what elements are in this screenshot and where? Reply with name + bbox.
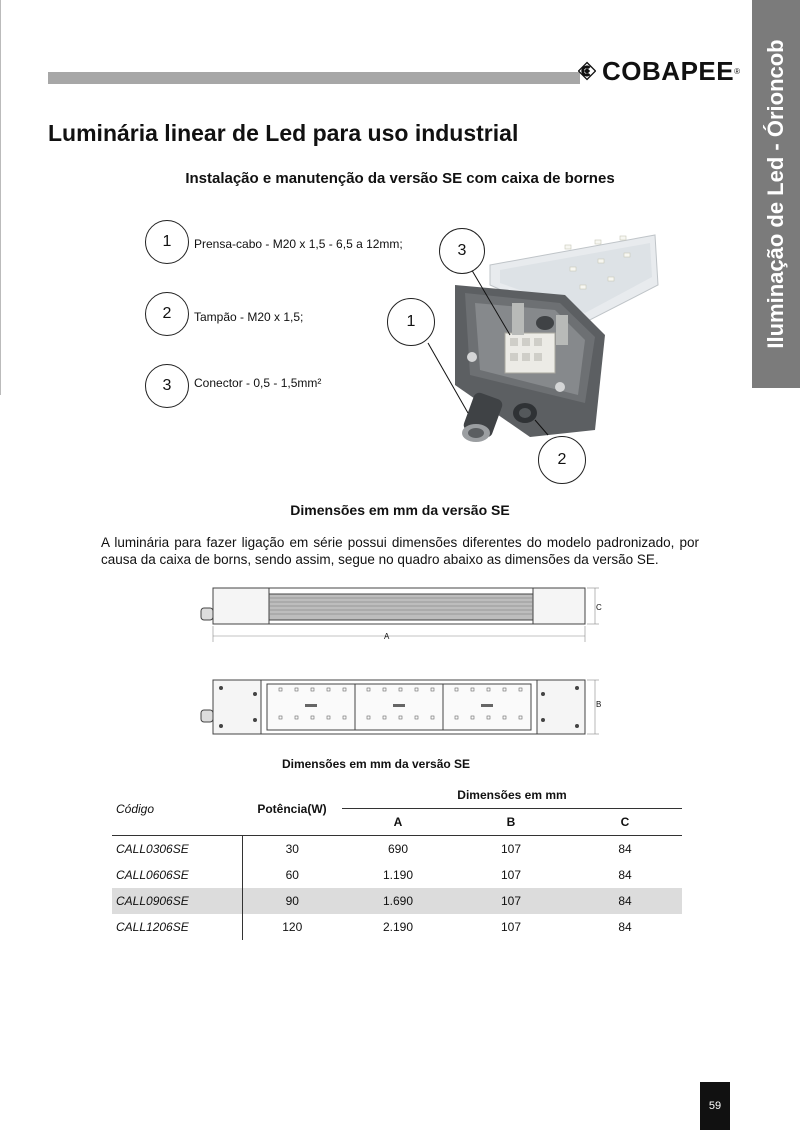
cell-c: 84 (618, 868, 632, 882)
cell-c: 84 (618, 842, 632, 856)
cell-b: 107 (500, 842, 522, 856)
side-tab-label: Iluminação de Led - Órioncob (763, 39, 788, 349)
table-row (112, 914, 682, 940)
dimension-label-b: B (596, 700, 602, 709)
cell-b: 107 (454, 888, 568, 914)
legend-number-3: 3 (145, 364, 189, 408)
table-row (112, 836, 682, 863)
legend-text-1: Prensa-cabo - M20 x 1,5 - 6,5 a 12mm; (194, 237, 403, 251)
header-bar (48, 72, 580, 84)
header-power: Potência(W) (242, 782, 342, 836)
dimension-label-a: A (384, 632, 390, 641)
photo-callout-2: 2 (538, 436, 586, 484)
cell-power: 90 (242, 888, 342, 914)
cell-power: 30 (285, 842, 299, 856)
header-c: C (568, 809, 682, 836)
legend-text-2: Tampão - M20 x 1,5; (194, 310, 304, 324)
cell-c: 84 (618, 920, 632, 934)
cell-code: CALL0306SE (112, 836, 242, 863)
side-view-drawing (195, 580, 615, 650)
cell-a: 1.190 (382, 868, 414, 882)
dimensions-description: A luminária para fazer ligação em série possui dimensões diferentes do modelo padronizado, por causa da caixa de borns, sendo assim, segue no quadro abaixo as dimensões da versão SE. (101, 535, 699, 567)
cell-b: 107 (500, 868, 522, 882)
table-title: Dimensões em mm da versão SE (281, 757, 471, 771)
page-number: 59 (700, 1082, 730, 1130)
page-title: Luminária linear de Led para uso industrial (48, 120, 519, 146)
cell-a: 690 (387, 842, 409, 856)
header-b: B (454, 809, 568, 836)
junction-box-illustration (380, 225, 680, 485)
dimensions-table (112, 782, 682, 940)
legend-text-3: Conector - 0,5 - 1,5mm² (194, 376, 322, 390)
dimensions-section-title: Dimensões em mm da versão SE (290, 502, 510, 518)
legend-number-1: 1 (145, 220, 189, 264)
side-tab (752, 0, 800, 388)
page-subtitle: Instalação e manutenção da versão SE com caixa de bornes (185, 170, 615, 187)
header-dimensions-group: Dimensões em mm (342, 782, 682, 809)
table-row (112, 888, 682, 914)
cell-code: CALL0606SE (112, 862, 242, 888)
photo-callout-3: 3 (439, 228, 485, 274)
cobapee-logo-icon (578, 54, 596, 88)
photo-callout-1: 1 (387, 298, 435, 346)
cell-code: CALL0906SE (112, 888, 242, 914)
legend-number-2: 2 (145, 292, 189, 336)
header-code: Código (112, 782, 242, 836)
cell-code: CALL1206SE (112, 914, 242, 940)
dimension-label-c: C (596, 603, 602, 612)
header-a: A (342, 809, 454, 836)
brand-logo (578, 54, 740, 88)
cell-a: 2.190 (382, 920, 414, 934)
cell-power: 60 (285, 868, 299, 882)
cell-c: 84 (568, 888, 682, 914)
cell-b: 107 (500, 920, 522, 934)
brand-name: COBAPEE (602, 55, 735, 86)
top-view-drawing (195, 676, 615, 740)
registered-mark: ® (734, 66, 740, 76)
left-margin-rule (0, 0, 1, 395)
cell-power: 120 (282, 920, 303, 934)
table-row (112, 862, 682, 888)
cell-a: 1.690 (342, 888, 454, 914)
